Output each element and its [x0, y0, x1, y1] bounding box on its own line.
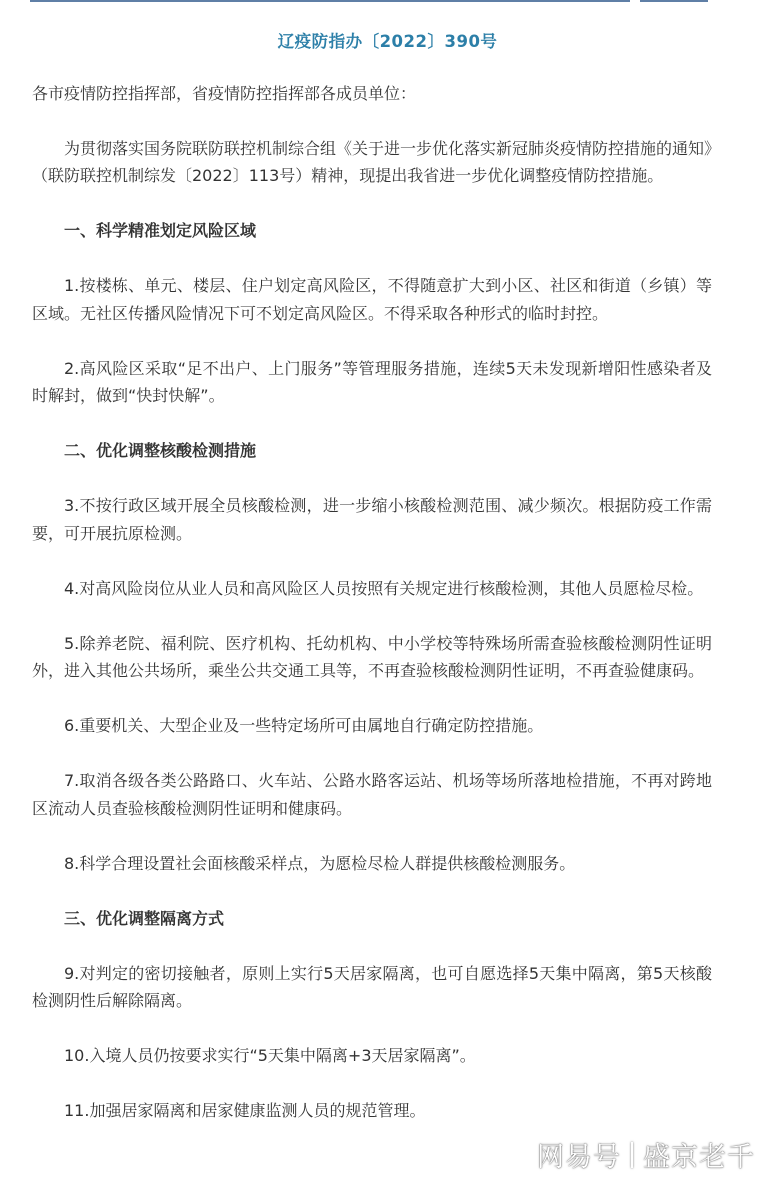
list-item: 11.加强居家隔离和居家健康监测人员的规范管理。	[64, 1101, 426, 1120]
list-item: 10.入境人员仍按要求实行“5天集中隔离+3天居家隔离”。	[64, 1046, 476, 1065]
intro-paragraph: 为贯彻落实国务院联防联控机制综合组《关于进一步优化落实新冠肺炎疫情防控措施的通知》（联防联控机制综发〔2022〕113号）精神，现提出我省进一步优化调整疫情防控措施。	[32, 138, 713, 185]
top-divider-tail	[640, 0, 708, 2]
watermark-author: 盛京老千	[643, 1142, 755, 1173]
salutation: 各市疫情防控指挥部，省疫情防控指挥部各成员单位：	[32, 84, 417, 103]
list-item: 8.科学合理设置社会面核酸采样点，为愿检尽检人群提供核酸检测服务。	[64, 853, 576, 873]
section-heading-nucleic-testing: 二、优化调整核酸检测措施	[64, 441, 257, 460]
section-heading-risk-areas: 一、科学精准划定风险区域	[64, 221, 257, 240]
watermark-separator	[631, 1142, 633, 1168]
list-item: 1.按楼栋、单元、楼层、住户划定高风险区，不得随意扩大到小区、社区和街道（乡镇）等区域。无社区传播风险情况下可不划定高风险区。不得采取各种形式的临时封控。	[32, 276, 712, 323]
list-item: 6.重要机关、大型企业及一些特定场所可由属地自行确定防控措施。	[64, 716, 544, 735]
list-item: 2.高风险区采取“足不出户、上门服务”等管理服务措施，连续5天未发现新增阳性感染者及时解封，做到“快封快解”。	[32, 358, 712, 405]
list-item: 4.对高风险岗位从业人员和高风险区人员按照有关规定进行核酸检测，其他人员愿检尽检。	[64, 578, 704, 598]
watermark-brand: 网易号	[537, 1142, 621, 1173]
document-number: 辽疫防指办〔2022〕390号	[277, 32, 498, 51]
list-item: 9.对判定的密切接触者，原则上实行5天居家隔离，也可自愿选择5天集中隔离，第5天核酸检测阴性后解除隔离。	[32, 963, 712, 1010]
section-heading-isolation: 三、优化调整隔离方式	[64, 908, 225, 928]
watermark	[537, 1135, 755, 1174]
top-divider	[30, 0, 630, 2]
article-body	[32, 80, 712, 1125]
list-item: 7.取消各级各类公路路口、火车站、公路水路客运站、机场等场所落地检措施，不再对跨地区流动人员查验核酸检测阴性证明和健康码。	[32, 771, 712, 818]
list-item: 3.不按行政区域开展全员核酸检测，进一步缩小核酸检测范围、减少频次。根据防疫工作需要，可开展抗原检测。	[32, 496, 712, 543]
list-item: 5.除养老院、福利院、医疗机构、托幼机构、中小学校等特殊场所需查验核酸检测阴性证明外，进入其他公共场所，乘坐公共交通工具等，不再查验核酸检测阴性证明，不再查验健康码。	[32, 633, 712, 680]
